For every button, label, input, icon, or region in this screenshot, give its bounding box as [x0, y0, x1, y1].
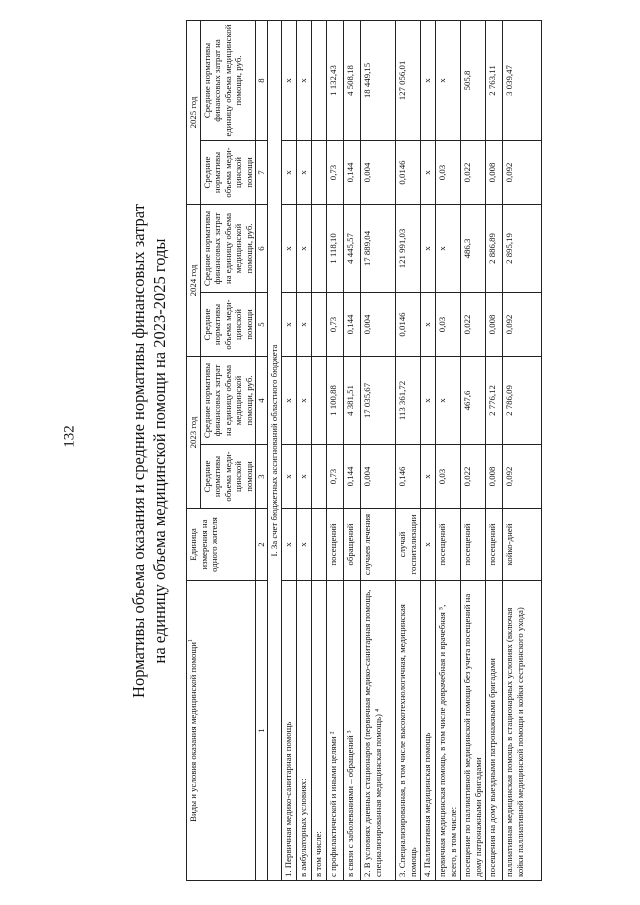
- row-value: х: [282, 445, 297, 509]
- table-row: [486, 21, 503, 881]
- table-row: [282, 21, 297, 881]
- row-value: 0,092: [503, 293, 542, 357]
- row-label: в связи с заболеваниями – обращений ³: [344, 581, 361, 881]
- col-index: 3: [256, 445, 268, 509]
- row-unit: посещений: [327, 509, 344, 581]
- row-value: х: [436, 21, 461, 141]
- header-year-2025: 2025 год: [187, 21, 201, 205]
- row-value: х: [282, 141, 297, 205]
- row-value: х: [282, 21, 297, 141]
- row-value: х: [421, 141, 436, 205]
- row-value: 0,004: [361, 141, 396, 205]
- row-unit: посещений: [486, 509, 503, 581]
- row-label: первичная медицинская помощь, в том числе доврачебная и врачебная ⁵, всего, в том числе:: [436, 581, 461, 881]
- row-value: х: [297, 21, 312, 141]
- table-row: [327, 21, 344, 881]
- row-value: х: [421, 293, 436, 357]
- row-value: 0,73: [327, 141, 344, 205]
- row-unit: койко-дней: [503, 509, 542, 581]
- row-value: 121 991,03: [396, 205, 421, 293]
- row-value: 4 508,18: [344, 21, 361, 141]
- row-value: 2 886,89: [486, 205, 503, 293]
- row-value: х: [421, 21, 436, 141]
- section-row: [268, 21, 282, 881]
- row-unit: посещений: [461, 509, 486, 581]
- row-value: 0,008: [486, 293, 503, 357]
- title-line-2: на единицу объема медицинской помощи на 2023-2025 годы: [150, 238, 169, 664]
- row-value: х: [282, 293, 297, 357]
- header-volume-2023: Средние нормативы объема меди-цинской помощи: [200, 445, 256, 509]
- row-value: 18 449,15: [361, 21, 396, 141]
- row-unit: х: [421, 509, 436, 581]
- row-value: 1 100,88: [327, 357, 344, 445]
- row-value: 0,73: [327, 293, 344, 357]
- row-unit: случай госпитализации: [396, 509, 421, 581]
- col-index: 8: [256, 21, 268, 141]
- row-unit: [312, 509, 327, 581]
- row-value: [312, 445, 327, 509]
- header-cost-2023: Средние нормативы финансовых затрат на единицу объема медицинской помощи, руб.: [200, 357, 256, 445]
- row-value: 505,8: [461, 21, 486, 141]
- row-value: 1 132,43: [327, 21, 344, 141]
- header-kinds: [187, 581, 256, 881]
- document-title: [126, 21, 186, 881]
- row-value: 0,008: [486, 141, 503, 205]
- row-value: 0,022: [461, 445, 486, 509]
- norms-table: [186, 20, 542, 881]
- title-line-1: Нормативы объема оказания и средние нормативы финансовых затрат: [129, 204, 148, 698]
- row-value: [312, 205, 327, 293]
- header-kinds-footnote: 1: [188, 639, 195, 643]
- row-value: 1 118,10: [327, 205, 344, 293]
- row-value: [312, 357, 327, 445]
- row-value: 0,092: [503, 445, 542, 509]
- row-value: 0,03: [436, 445, 461, 509]
- row-label: посещения на дому выездными патронажными бригадами: [486, 581, 503, 881]
- row-unit: случаев лечения: [361, 509, 396, 581]
- row-value: х: [421, 205, 436, 293]
- row-value: 0,144: [344, 445, 361, 509]
- row-label: с профилактической и иными целями ²: [327, 581, 344, 881]
- row-value: х: [436, 205, 461, 293]
- section-title: I. За счет бюджетных ассигнований областного бюджета: [268, 21, 282, 881]
- col-index: 4: [256, 357, 268, 445]
- row-unit: х: [282, 509, 297, 581]
- row-value: [312, 141, 327, 205]
- row-value: 4 381,51: [344, 357, 361, 445]
- col-index: 5: [256, 293, 268, 357]
- row-value: 0,004: [361, 445, 396, 509]
- row-value: 0,144: [344, 293, 361, 357]
- header-cost-2024: Средние нормативы финансовых затрат на единицу объема медицинской помощи, руб.: [200, 205, 256, 293]
- col-index: 6: [256, 205, 268, 293]
- header-year-2023: 2023 год: [187, 357, 201, 509]
- row-label: 2. В условиях дневных стационаров (первичная медико-санитарная помощь, специализированная медицинская помощь) ⁴: [361, 581, 396, 881]
- row-label: 3. Специализированная, в том числе высокотехнологичная, медицинская помощь: [396, 581, 421, 881]
- row-value: х: [297, 293, 312, 357]
- row-value: 113 361,72: [396, 357, 421, 445]
- row-value: 0,022: [461, 293, 486, 357]
- row-label: 4. Паллиативная медицинская помощь: [421, 581, 436, 881]
- row-value: 0,144: [344, 141, 361, 205]
- row-value: х: [421, 445, 436, 509]
- row-value: 486,3: [461, 205, 486, 293]
- row-unit: обращений: [344, 509, 361, 581]
- row-unit: посещений: [436, 509, 461, 581]
- row-value: [312, 293, 327, 357]
- col-index: 2: [256, 509, 268, 581]
- row-value: 0,004: [361, 293, 396, 357]
- row-value: 0,146: [396, 445, 421, 509]
- row-value: 0,03: [436, 141, 461, 205]
- row-value: 2 763,11: [486, 21, 503, 141]
- col-index: 1: [256, 581, 268, 881]
- row-value: 0,73: [327, 445, 344, 509]
- row-value: 0,022: [461, 141, 486, 205]
- table-row: [361, 21, 396, 881]
- row-value: х: [421, 357, 436, 445]
- row-value: х: [297, 205, 312, 293]
- row-value: 467,6: [461, 357, 486, 445]
- table-row: [421, 21, 436, 881]
- page-number: 132: [61, 425, 78, 448]
- row-value: 2 786,09: [503, 357, 542, 445]
- header-kinds-text: Виды и условия оказания медицинской помощи: [188, 642, 198, 822]
- row-value: 17 035,67: [361, 357, 396, 445]
- row-value: 2 776,12: [486, 357, 503, 445]
- row-label: в том числе:: [312, 581, 327, 881]
- row-unit: х: [297, 509, 312, 581]
- header-volume-2025: Средние нормативы объема меди-цинской помощи: [200, 141, 256, 205]
- row-value: 0,092: [503, 141, 542, 205]
- header-year-2024: 2024 год: [187, 205, 201, 357]
- row-value: х: [297, 141, 312, 205]
- table-row: [312, 21, 327, 881]
- row-value: 127 056,01: [396, 21, 421, 141]
- row-value: [312, 21, 327, 141]
- header-cost-2025: Средние нормативы финансовых затрат на единицу объема медицинской помощи, руб.: [200, 21, 256, 141]
- row-value: 0,03: [436, 293, 461, 357]
- table-row: [396, 21, 421, 881]
- row-value: 4 445,57: [344, 205, 361, 293]
- row-label: посещение по паллиативной медицинской помощи без учета посещений на дому патронажными бригадами: [461, 581, 486, 881]
- row-value: х: [282, 205, 297, 293]
- table-row: [503, 21, 542, 881]
- table-row: [436, 21, 461, 881]
- table-row: [344, 21, 361, 881]
- row-label: в амбулаторных условиях:: [297, 581, 312, 881]
- table-row: [461, 21, 486, 881]
- row-label: паллиативная медицинская помощь в стационарных условиях (включая койки паллиативной медицинской помощи и койки сестринского ухода): [503, 581, 542, 881]
- row-value: 0,0146: [396, 141, 421, 205]
- row-value: х: [297, 357, 312, 445]
- row-value: 3 039,47: [503, 21, 542, 141]
- table-row: [297, 21, 312, 881]
- row-label: 1. Первичная медико-санитарная помощь: [282, 581, 297, 881]
- header-row-years: [187, 21, 201, 881]
- row-value: 0,008: [486, 445, 503, 509]
- row-value: 2 895,19: [503, 205, 542, 293]
- row-value: 0,0146: [396, 293, 421, 357]
- header-unit: Единица измерения на одного жителя: [187, 509, 256, 581]
- column-index-row: [256, 21, 268, 881]
- row-value: 17 889,04: [361, 205, 396, 293]
- rotated-page-content: [126, 21, 636, 881]
- row-value: х: [282, 357, 297, 445]
- row-value: х: [297, 445, 312, 509]
- row-value: х: [436, 357, 461, 445]
- header-volume-2024: Средние нормативы объема меди-цинской помощи: [200, 293, 256, 357]
- col-index: 7: [256, 141, 268, 205]
